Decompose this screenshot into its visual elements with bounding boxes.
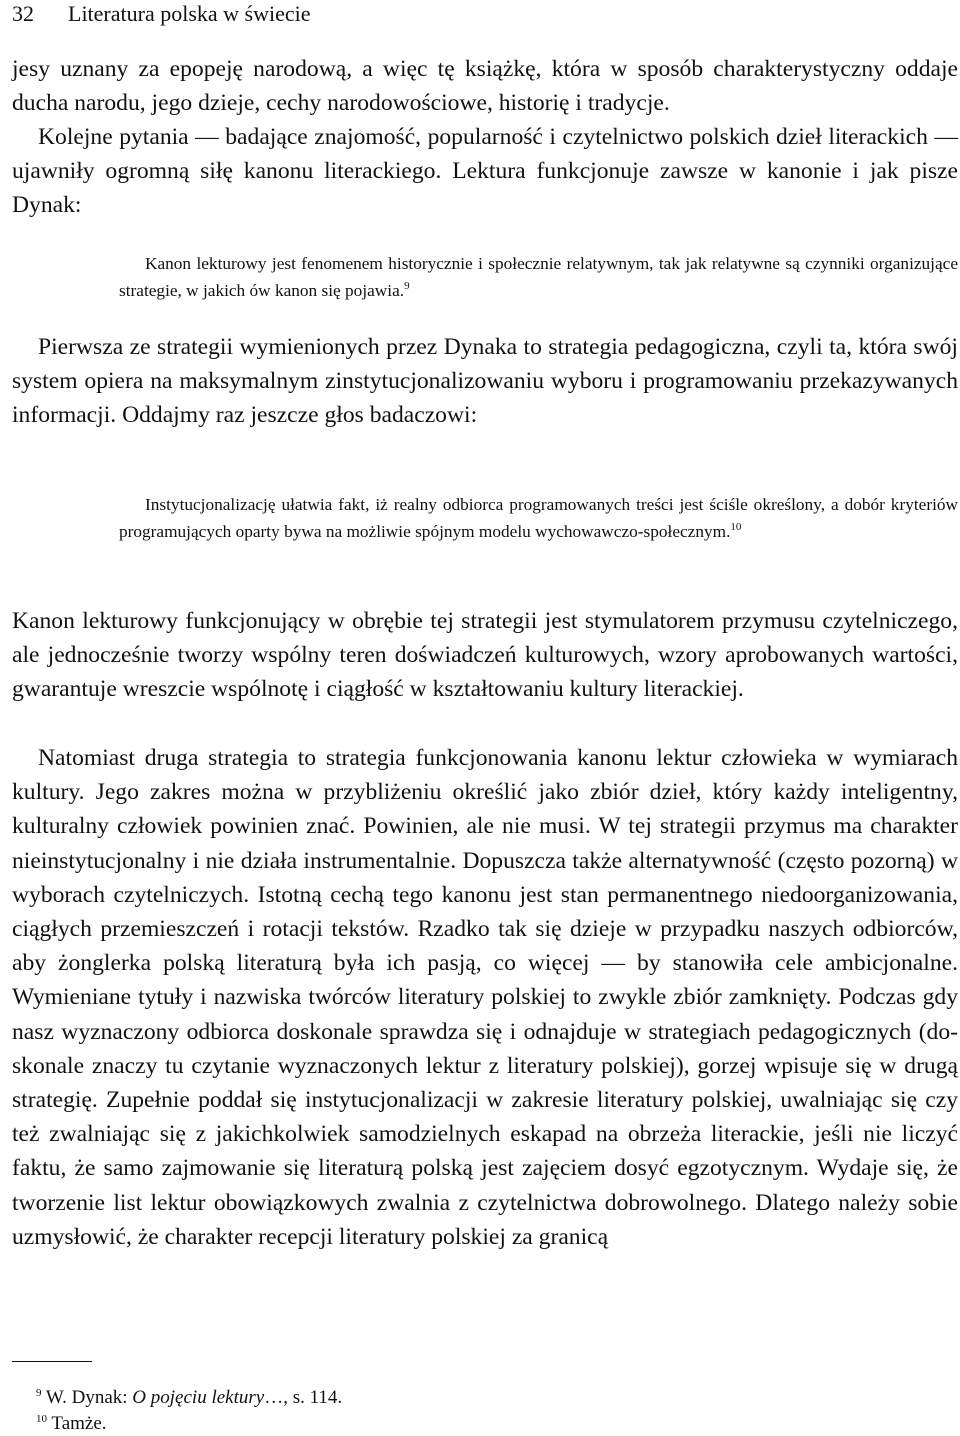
footnote-9-title: O pojęciu lektury <box>132 1387 265 1408</box>
footnote-9-rest: …, s. 114. <box>264 1387 343 1408</box>
footnote-10 <box>36 1412 107 1436</box>
paragraph-kolejne-pytania: Kolejne pytania — badające znajomość, popularność i czytelnictwo polskich dzieł literackich — ujawniły ogromną siłę kanonu literackiego. Lektura funkcjonuje zawsze w kanonie i jak pisze Dynak: <box>12 124 958 219</box>
paragraph-druga-strategia: Natomiast druga strategia to strategia funkcjonowania kanonu lektur człowieka w wymiarach kultury. Jego zakres można w przybliżeniu określić jako zbiór dzieł, który każdy inteligentny, kulturalny człowiek powinien znać. Powinien, ale nie musi. W tej strategii przymus ma charakter nieinstytucjonalny i nie działa instrumentalnie. Dopuszcza także alternatywność (często pozorną) w wyborach czytelniczych. Istotną cechą tego kanonu jest stan permanentnego niedoorganizowania, ciągłych przemieszczeń i rotacji tekstów. Rzadko tak się dzieje w przypadku naszych odbiorców, aby żonglerka polską literaturą była ich pasją, co więcej — by stanowiła cele ambicjonalne. Wymieniane tytuły i nazwiska twórców literatury polskiej to zwykle zbiór zamknięty. Podczas gdy nasz wyznaczony odbiorca doskonale sprawdza się i odnajduje w strategiach pedagogicznych (doskonale znaczy tu czytanie wyznaczonych lektur z literatury polskiej), gorzej wpisuje się w drugą strategię. Zupełnie poddał się instytucjonalizacji w zakresie literatury polskiej, uwalniając się czy też zwalniając się z jakichkolwiek samodzielnych eskapad na obrzeża literackie, jeśli nie liczyć faktu, że samo zajmowanie się literaturą polską jest zajęciem dosyć egzotycznym. Wydaje się, że tworzenie list lektur obowiązkowych zwalnia z czytelnictwa dobrowolnego. Dlatego należy sobie uzmysłowić, że charakter recepcji literatury polskiej za granicą <box>12 745 958 1250</box>
footnote-9 <box>36 1386 342 1410</box>
block-quote-2-text: Instytucjonalizację ułatwia fakt, iż realny odbiorca programowanych treści jest ściśle określony, a dobór kryteriów programujących oparty bywa na możliwie spójnym modelu wychowawczo-społecznym. <box>119 495 958 541</box>
block-quote-1 <box>119 251 958 304</box>
paragraph-continuation: jesy uznany za epopeję narodową, a więc tę książkę, która w sposób charakterystyczny oddaje ducha narodu, jego dzieje, cechy narodowościowe, historię i tradycje. <box>12 56 958 117</box>
footnote-10-text: Tamże. <box>51 1413 107 1434</box>
running-header <box>12 0 311 28</box>
page-number: 32 <box>12 1 34 26</box>
block-quote-1-text: Kanon lekturowy jest fenomenem historycznie i społecznie relatywnym, tak jak relatywne są czynniki organizujące strategie, w jakich ów kanon się pojawia. <box>119 254 958 300</box>
footnote-ref-10: 10 <box>730 520 742 533</box>
running-title: Literatura polska w świecie <box>68 1 311 26</box>
footnote-10-number: 10 <box>36 1413 47 1425</box>
footnote-ref-9: 9 <box>404 279 410 292</box>
block-quote-2 <box>119 492 958 545</box>
footnote-9-author: W. Dynak: <box>45 1387 133 1408</box>
footnote-9-number: 9 <box>36 1387 42 1399</box>
paragraph-pierwsza-strategia: Pierwsza ze strategii wymienionych przez Dynaka to strategia pedagogiczna, czyli ta, która swój system opiera na maksymalnym zinstytucjonalizowaniu wyboru i programowaniu przekazywanych informacji. Oddajmy raz jeszcze głos badaczowi: <box>12 334 958 429</box>
footnote-separator <box>12 1361 92 1362</box>
paragraph-kanon-lekturowy: Kanon lekturowy funkcjonujący w obrębie tej strategii jest stymulatorem przymusu czytelniczego, ale jednocześnie tworzy wspólny teren doświadczeń kulturowych, wzory aprobowanych wartości, gwarantuje wreszcie wspólnotę i ciągłość w kształtowaniu kultury literackiej. <box>12 608 958 703</box>
